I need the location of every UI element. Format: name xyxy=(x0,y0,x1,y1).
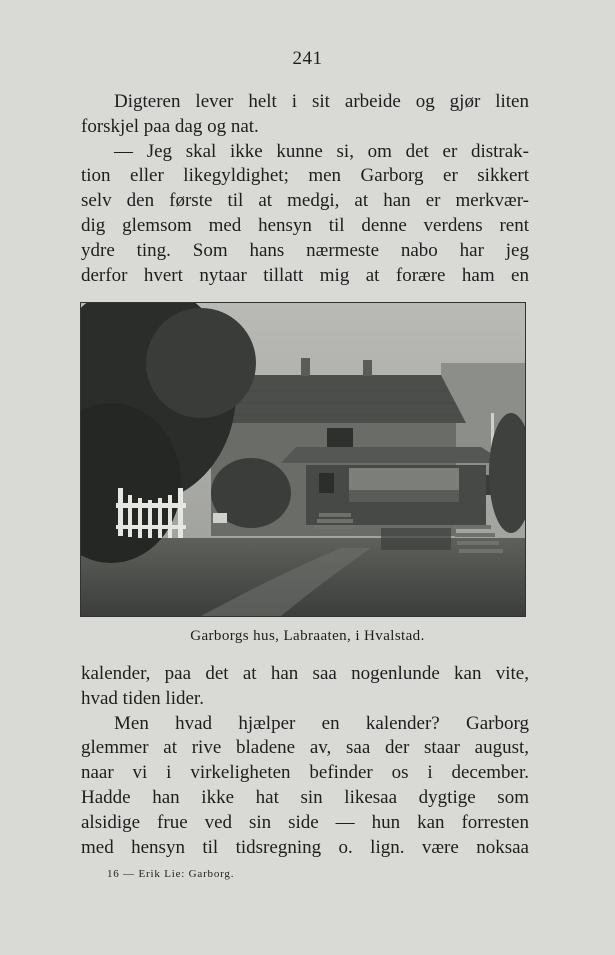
text-line: med hensyn til tidsregning o. lign. være noksaa xyxy=(81,836,529,858)
paragraph xyxy=(81,712,529,861)
house-photograph xyxy=(80,302,526,617)
text-line: ydre ting. Som hans nærmeste nabo har jeg xyxy=(81,239,529,261)
text-line: alsidige frue ved sin side — hun kan forresten xyxy=(81,811,529,833)
text-line: selv den første til at medgi, at han er merkvær- xyxy=(81,190,529,212)
paragraph xyxy=(81,140,529,289)
text-line: Hadde han ikke hat sin likesaa dygtige som xyxy=(81,786,529,808)
text-line: naar vi i virkeligheten befinder os i december. xyxy=(81,762,529,784)
text-line: dig glemsom med hensyn til denne verdens rent xyxy=(81,214,529,236)
text-line: Men hvad hjælper en kalender? Garborg xyxy=(114,712,529,734)
text-line: glemmer at rive bladene av, saa der staar august, xyxy=(81,737,529,759)
paragraph xyxy=(81,662,529,712)
text-line: — Jeg skal ikke kunne si, om det er distrak- xyxy=(114,140,529,162)
text-block-bottom xyxy=(81,662,529,860)
house-photo-illustration xyxy=(81,303,525,616)
text-line: derfor hvert nytaar tillatt mig at forære ham en xyxy=(81,264,529,286)
text-line: forskjel paa dag og nat. xyxy=(81,115,259,137)
text-line: kalender, paa det at han saa nogenlunde kan vite, xyxy=(81,663,529,684)
figure-caption: Garborgs hus, Labraaten, i Hvalstad. xyxy=(190,628,425,644)
text-line: hvad tiden lider. xyxy=(81,687,204,709)
text-block-top xyxy=(81,90,529,288)
page-number: 241 xyxy=(292,48,323,69)
signature-mark: 16 — Erik Lie: Garborg. xyxy=(107,868,235,880)
text-line: Digteren lever helt i sit arbeide og gjør liten xyxy=(114,91,529,112)
text-line: tion eller likegyldighet; men Garborg er sikkert xyxy=(81,165,529,187)
paragraph xyxy=(81,90,529,140)
